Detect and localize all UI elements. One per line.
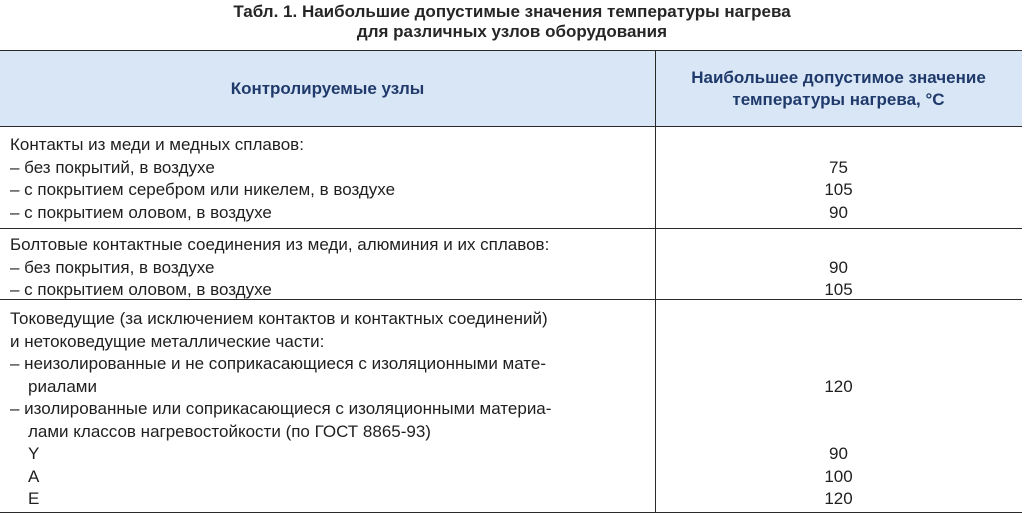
header-controlled-units: Контролируемые узлы bbox=[230, 78, 425, 98]
row-text-line: Контакты из меди и медных сплавов: bbox=[10, 135, 304, 154]
row-value bbox=[655, 353, 1022, 376]
row-value bbox=[655, 134, 1022, 157]
row-values bbox=[655, 134, 1022, 224]
row-text-line: – с покрытием оловом, в воздухе bbox=[10, 280, 272, 299]
temperature-table bbox=[0, 50, 1022, 513]
row-values bbox=[655, 308, 1022, 511]
row-text-line: Y bbox=[28, 444, 40, 463]
row-value bbox=[655, 308, 1022, 331]
caption-line-2: для различных узлов оборудования bbox=[356, 22, 668, 41]
row-text-line: – без покрытия, в воздухе bbox=[10, 257, 215, 277]
table-row bbox=[0, 228, 1022, 299]
row-value: 90 bbox=[829, 444, 848, 463]
row-value: 105 bbox=[824, 280, 853, 299]
row-text-line: A bbox=[28, 466, 40, 486]
header-max-temperature-line-2: температуры нагрева, °С bbox=[732, 89, 945, 109]
row-text-line: – с покрытием оловом, в воздухе bbox=[10, 202, 272, 222]
row-value: 90 bbox=[829, 202, 848, 222]
row-text-line: – изолированные или соприкасающиеся с изоляционными материа- bbox=[10, 399, 552, 418]
row-text-line: лами классов нагревостойкости (по ГОСТ 8865-93) bbox=[28, 421, 431, 441]
row-text-line: риалами bbox=[28, 376, 97, 396]
row-text-line: Болтовые контактные соединения из меди, алюминия и их сплавов: bbox=[10, 235, 550, 254]
header-max-temperature-line-1: Наибольшее допустимое значение bbox=[691, 67, 986, 87]
row-text-line: – с покрытием серебром или никелем, в воздухе bbox=[10, 180, 396, 199]
caption-line-1: Табл. 1. Наибольшие допустимые значения температуры нагрева bbox=[233, 2, 791, 21]
row-value: 90 bbox=[829, 257, 848, 277]
row-value bbox=[655, 421, 1022, 444]
row-text-line: E bbox=[28, 489, 40, 508]
row-value: 75 bbox=[829, 157, 848, 177]
row-value: 100 bbox=[824, 466, 853, 486]
table-row bbox=[0, 127, 1022, 228]
table-header bbox=[0, 51, 1022, 127]
row-value bbox=[655, 331, 1022, 354]
table-caption bbox=[0, 2, 1024, 42]
row-value bbox=[655, 234, 1022, 257]
row-value: 120 bbox=[824, 376, 853, 396]
table-row bbox=[0, 299, 1022, 512]
row-text-line: и нетоковедущие металлические части: bbox=[10, 331, 325, 351]
header-max-temperature bbox=[655, 51, 1022, 126]
row-value: 120 bbox=[824, 489, 853, 508]
row-value: 105 bbox=[824, 180, 853, 199]
row-description bbox=[10, 234, 650, 302]
row-values bbox=[655, 234, 1022, 302]
row-value bbox=[655, 398, 1022, 421]
row-description bbox=[10, 134, 650, 224]
row-text-line: – без покрытий, в воздухе bbox=[10, 157, 215, 177]
row-description bbox=[10, 308, 650, 511]
row-text-line: – неизолированные и не соприкасающиеся с изоляционными мате- bbox=[10, 354, 547, 373]
row-text-line: Токоведущие (за исключением контактов и контактных соединений) bbox=[10, 309, 548, 328]
